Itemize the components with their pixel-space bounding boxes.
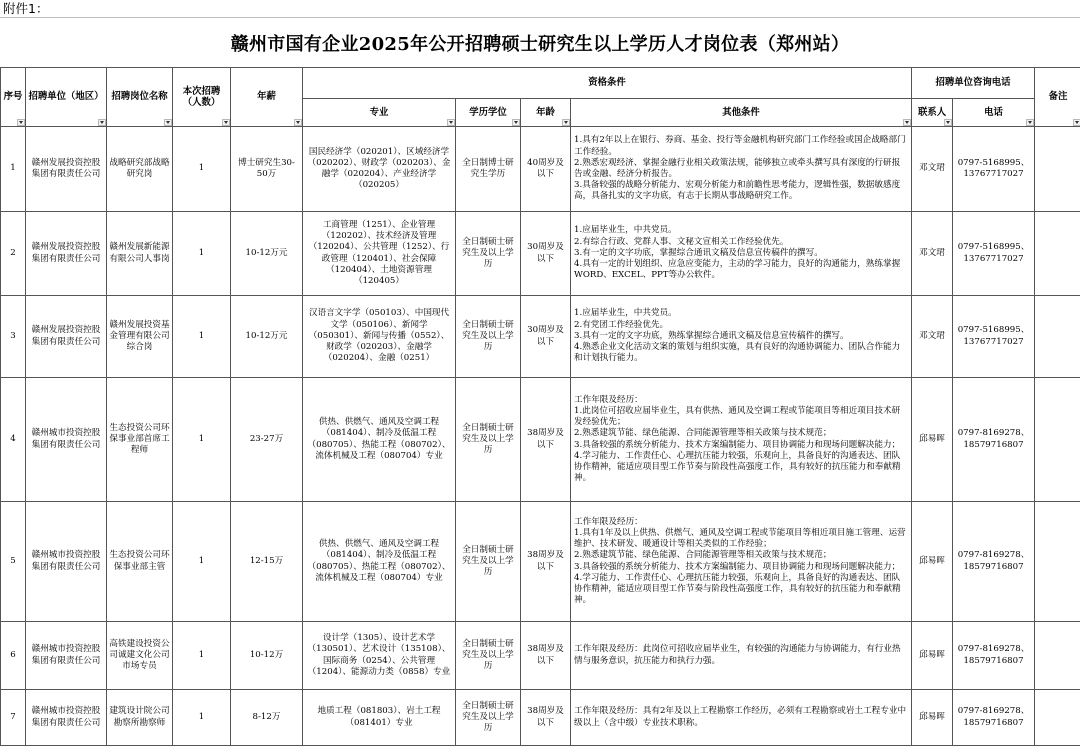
requirement-line: 2.熟悉建筑节能、绿色能源、合同能源管理等相关政策与技术规范； — [574, 428, 908, 439]
cell-degree[interactable] — [456, 212, 521, 296]
cell-major[interactable] — [303, 296, 456, 378]
cell-age-text: 30周岁及以下 — [527, 325, 564, 346]
cell-seq[interactable] — [1, 502, 26, 622]
cell-salary-text: 12-15万 — [250, 556, 283, 566]
cell-contact[interactable] — [912, 296, 953, 378]
cell-remark[interactable] — [1035, 127, 1080, 212]
requirement-line: 4.学习能力、工作责任心、心理抗压能力较强，乐观向上，具备良好的沟通表达、团队协作精神，能适应项目型工作节奏与阶段性高强度工作，具有较好的抗压能力和奉献精神。 — [574, 451, 908, 485]
header-age[interactable]: 年龄 — [521, 99, 571, 127]
cell-position-text: 战略研究部战略研究岗 — [109, 158, 169, 179]
cell-remark[interactable] — [1035, 502, 1080, 622]
requirement-line: 1.具有1年及以上供热、供燃气、通风及空调工程或节能项目等相近项目施工管理、运营维护、技术研发、暖通设计等相关类似的工作经验； — [574, 528, 908, 550]
cell-position-text: 生态投资公司环保事业部主管 — [109, 550, 169, 571]
requirement-line: 3.具备较强的系统分析能力、技术方案编制能力、项目协调能力和现场问题解决能力； — [574, 562, 908, 573]
cell-salary-text: 10-12万 — [250, 650, 283, 660]
table-row — [1, 690, 1080, 746]
cell-contact[interactable] — [912, 622, 953, 690]
cell-phone[interactable] — [953, 127, 1035, 212]
cell-count-text: 1 — [199, 248, 204, 258]
cell-position-text: 生态投资公司环保事业部首席工程师 — [109, 423, 169, 455]
cell-degree-text: 全日制硕士研究生及以上学历 — [462, 237, 514, 269]
filter-dropdown-icon[interactable] — [512, 119, 520, 126]
cell-remark[interactable] — [1035, 622, 1080, 690]
cell-seq-text: 1 — [10, 163, 15, 173]
cell-position[interactable] — [107, 378, 173, 502]
header-remark[interactable]: 备注 — [1035, 68, 1080, 127]
cell-seq-text: 7 — [10, 712, 15, 722]
requirement-line: 1.此岗位可招收应届毕业生，具有供热、通风及空调工程或节能项目等相近项目技术研发经验优先； — [574, 406, 908, 428]
cell-other[interactable] — [571, 296, 912, 378]
cell-major[interactable] — [303, 502, 456, 622]
cell-unit[interactable] — [26, 690, 107, 746]
cell-unit[interactable] — [26, 378, 107, 502]
filter-dropdown-icon[interactable] — [447, 119, 455, 126]
cell-age[interactable] — [521, 296, 571, 378]
cell-contact-text: 邓文珺 — [919, 163, 945, 173]
cell-phone[interactable] — [953, 296, 1035, 378]
cell-age[interactable] — [521, 378, 571, 502]
cell-position-text: 赣州发展新能源有限公司人事岗 — [109, 242, 169, 263]
cell-degree-text: 全日制博士研究生学历 — [462, 158, 514, 179]
cell-unit-text: 赣州城市投资控股集团有限责任公司 — [32, 706, 101, 727]
cell-age-text: 38周岁及以下 — [527, 644, 564, 665]
cell-major[interactable] — [303, 127, 456, 212]
cell-phone-text: 0797-5168995、13767717027 — [958, 242, 1030, 263]
requirement-line: 1.具有2年以上在银行、券商、基金、投行等金融机构研究部门工作经验或国企战略部门工作经验。 — [574, 135, 908, 157]
cell-age-text: 38周岁及以下 — [527, 550, 564, 571]
cell-age[interactable] — [521, 212, 571, 296]
requirement-line: 1.应届毕业生，中共党员。 — [574, 308, 908, 319]
table-row — [1, 296, 1080, 378]
cell-contact[interactable] — [912, 212, 953, 296]
cell-seq[interactable] — [1, 690, 26, 746]
cell-unit[interactable] — [26, 502, 107, 622]
requirement-line: 3.具备较强的战略分析能力、宏观分析能力和前瞻性思考能力，逻辑性强，数据敏感度高，具备扎实的文字功底，有志于长期从事战略研究工作。 — [574, 180, 908, 202]
header-phone[interactable]: 电话 — [953, 99, 1035, 127]
requirement-line: 4.学习能力、工作责任心、心理抗压能力较强，乐观向上，具备良好的沟通表达、团队协作精神，能适应项目型工作节奏与阶段性高强度工作，具有较好的抗压能力和奉献精神。 — [574, 573, 908, 607]
header-other[interactable]: 其他条件 — [571, 99, 912, 127]
table-body — [1, 127, 1080, 746]
cell-major-text: 供热、供燃气、通风及空调工程（081404）、制冷及低温工程（080705）、热能工程（080702）、流体机械及工程（080704）专业 — [308, 539, 451, 583]
positions-table — [0, 67, 1080, 746]
table-row — [1, 378, 1080, 502]
cell-degree[interactable] — [456, 690, 521, 746]
cell-age-text: 38周岁及以下 — [527, 706, 564, 727]
cell-count[interactable] — [173, 296, 231, 378]
requirement-line: 2.有党团工作经验优先。 — [574, 320, 908, 331]
cell-contact-text: 邱易晖 — [919, 434, 945, 444]
cell-other[interactable] — [571, 690, 912, 746]
cell-seq-text: 5 — [10, 556, 15, 566]
requirement-line: 1.应届毕业生，中共党员。 — [574, 225, 908, 236]
cell-salary-text: 博士研究生30-50万 — [238, 158, 295, 179]
header-contact[interactable]: 联系人 — [912, 99, 953, 127]
cell-contact[interactable] — [912, 378, 953, 502]
cell-unit[interactable] — [26, 212, 107, 296]
filter-dropdown-icon[interactable] — [944, 119, 952, 126]
cell-age[interactable] — [521, 502, 571, 622]
cell-position[interactable] — [107, 690, 173, 746]
requirement-line: 3.具有一定的文字功底，熟练掌握综合通讯文稿及信息宣传稿件的撰写。 — [574, 331, 908, 342]
cell-salary-text: 23-27万 — [250, 434, 283, 444]
cell-salary[interactable] — [231, 296, 303, 378]
cell-age[interactable] — [521, 622, 571, 690]
cell-unit-text: 赣州发展投资控股集团有限责任公司 — [32, 242, 101, 263]
cell-phone[interactable] — [953, 502, 1035, 622]
page-title: 赣州市国有企业2025年公开招聘硕士研究生以上学历人才岗位表（郑州站） — [0, 18, 1080, 67]
cell-age[interactable] — [521, 127, 571, 212]
cell-contact-text: 邱易晖 — [919, 712, 945, 722]
cell-major[interactable] — [303, 378, 456, 502]
cell-other[interactable] — [571, 622, 912, 690]
attachment-label: 附件1： — [0, 0, 1080, 18]
cell-degree[interactable] — [456, 502, 521, 622]
cell-count-text: 1 — [199, 163, 204, 173]
cell-contact-text: 邓文珺 — [919, 331, 945, 341]
cell-position[interactable] — [107, 212, 173, 296]
cell-major-text: 地质工程（081803）、岩土工程（081401）专业 — [317, 706, 440, 727]
cell-phone[interactable] — [953, 378, 1035, 502]
cell-age[interactable] — [521, 690, 571, 746]
requirement-line: 工作年限及经历：此岗位可招收应届毕业生，有较强的沟通能力与协调能力，有行业热情与服务意识，抗压能力和执行力强。 — [574, 644, 908, 666]
requirement-line: 3.具备较强的系统分析能力、技术方案编制能力、项目协调能力和现场问题解决能力； — [574, 440, 908, 451]
cell-seq-text: 4 — [10, 434, 15, 444]
requirement-line: 4.熟悉企业文化活动文案的策划与组织实施，具有良好的沟通协调能力、团队合作能力和计划执行能力。 — [574, 342, 908, 364]
cell-age-text: 30周岁及以下 — [527, 242, 564, 263]
cell-count-text: 1 — [199, 434, 204, 444]
cell-salary-text: 10-12万元 — [246, 331, 288, 341]
cell-count[interactable] — [173, 212, 231, 296]
header-major[interactable]: 专业 — [303, 99, 456, 127]
cell-contact[interactable] — [912, 502, 953, 622]
cell-degree[interactable] — [456, 296, 521, 378]
cell-major-text: 国民经济学（020201）、区域经济学（020202）、财政学（020203）、金融学（020204）、产业经济学（020205） — [308, 147, 451, 191]
cell-position-text: 赣州发展投资基金管理有限公司综合岗 — [109, 320, 169, 352]
cell-seq[interactable] — [1, 212, 26, 296]
header-unit[interactable]: 招聘单位（地区） — [26, 68, 107, 127]
cell-degree-text: 全日制硕士研究生及以上学历 — [462, 639, 514, 671]
cell-position-text: 建筑设计院公司勘察所勘察师 — [109, 706, 169, 727]
header-count[interactable]: 本次招聘（人数） — [173, 68, 231, 127]
cell-phone-text: 0797-5168995、13767717027 — [958, 158, 1030, 179]
cell-degree-text: 全日制硕士研究生及以上学历 — [462, 320, 514, 352]
cell-degree[interactable] — [456, 622, 521, 690]
cell-count[interactable] — [173, 127, 231, 212]
cell-phone[interactable] — [953, 212, 1035, 296]
cell-degree[interactable] — [456, 378, 521, 502]
table-row — [1, 127, 1080, 212]
cell-seq[interactable] — [1, 622, 26, 690]
cell-contact[interactable] — [912, 127, 953, 212]
cell-count-text: 1 — [199, 650, 204, 660]
header-contact-group: 招聘单位咨询电话 — [912, 68, 1035, 99]
cell-salary[interactable] — [231, 212, 303, 296]
cell-unit-text: 赣州城市投资控股集团有限责任公司 — [32, 644, 101, 665]
requirement-line: 工作年限及经历： — [574, 395, 908, 406]
cell-count[interactable] — [173, 690, 231, 746]
cell-other[interactable] — [571, 127, 912, 212]
cell-degree[interactable] — [456, 127, 521, 212]
filter-dropdown-icon[interactable] — [903, 119, 911, 126]
header-degree[interactable]: 学历学位 — [456, 99, 521, 127]
cell-unit[interactable] — [26, 622, 107, 690]
cell-phone-text: 0797-8169278、18579716807 — [958, 428, 1030, 449]
cell-other[interactable] — [571, 212, 912, 296]
cell-degree-text: 全日制硕士研究生及以上学历 — [462, 423, 514, 455]
cell-count-text: 1 — [199, 556, 204, 566]
cell-salary[interactable] — [231, 502, 303, 622]
cell-contact-text: 邱易晖 — [919, 556, 945, 566]
filter-dropdown-icon[interactable] — [17, 119, 25, 126]
cell-major-text: 设计学（1305）、设计艺术学（130501）、艺术设计（135108）、国际商务（0254）、公共管理（1204）、能源动力类（0858）专业 — [308, 633, 451, 677]
cell-degree-text: 全日制硕士研究生及以上学历 — [462, 545, 514, 577]
header-salary[interactable]: 年薪 — [231, 68, 303, 127]
table-row — [1, 622, 1080, 690]
cell-count[interactable] — [173, 502, 231, 622]
cell-major-text: 供热、供燃气、通风及空调工程（081404）、制冷及低温工程（080705）、热能工程（080702）、流体机械及工程（080704）专业 — [308, 417, 451, 461]
requirement-line: 4.具有一定的计划组织、应急应变能力，主动的学习能力，良好的沟通能力，熟练掌握WORD、EXCEL、PPT等办公软件。 — [574, 259, 908, 281]
cell-degree-text: 全日制硕士研究生及以上学历 — [462, 701, 514, 733]
cell-remark[interactable] — [1035, 212, 1080, 296]
filter-dropdown-icon[interactable] — [294, 119, 302, 126]
header-seq[interactable]: 序号 — [1, 68, 26, 127]
table-row — [1, 502, 1080, 622]
cell-remark[interactable] — [1035, 378, 1080, 502]
cell-seq-text: 6 — [10, 650, 15, 660]
cell-age-text: 40周岁及以下 — [527, 158, 564, 179]
cell-unit[interactable] — [26, 296, 107, 378]
cell-count[interactable] — [173, 622, 231, 690]
requirement-line: 3.有一定的文字功底，掌握综合通讯文稿及信息宣传稿件的撰写。 — [574, 248, 908, 259]
requirement-line: 2.有综合行政、党群人事、文秘文宣相关工作经验优先。 — [574, 237, 908, 248]
cell-unit-text: 赣州城市投资控股集团有限责任公司 — [32, 428, 101, 449]
cell-salary[interactable] — [231, 690, 303, 746]
cell-seq-text: 2 — [10, 248, 15, 258]
table-row — [1, 212, 1080, 296]
cell-major[interactable] — [303, 212, 456, 296]
filter-dropdown-icon[interactable] — [1026, 119, 1034, 126]
cell-unit-text: 赣州发展投资控股集团有限责任公司 — [32, 158, 101, 179]
requirement-line: 工作年限及经历： — [574, 517, 908, 528]
cell-position[interactable] — [107, 502, 173, 622]
cell-major[interactable] — [303, 622, 456, 690]
cell-unit-text: 赣州城市投资控股集团有限责任公司 — [32, 550, 101, 571]
filter-dropdown-icon[interactable] — [222, 119, 230, 126]
cell-age-text: 38周岁及以下 — [527, 428, 564, 449]
cell-salary-text: 8-12万 — [253, 712, 281, 722]
header-position[interactable]: 招聘岗位名称 — [107, 68, 173, 127]
cell-count-text: 1 — [199, 331, 204, 341]
cell-seq[interactable] — [1, 296, 26, 378]
cell-remark[interactable] — [1035, 690, 1080, 746]
cell-phone[interactable] — [953, 622, 1035, 690]
cell-position-text: 高铁建设投资公司诚建文化公司市场专员 — [109, 639, 169, 671]
filter-dropdown-icon[interactable] — [1073, 119, 1080, 126]
cell-seq-text: 3 — [10, 331, 15, 341]
cell-seq[interactable] — [1, 127, 26, 212]
filter-dropdown-icon[interactable] — [98, 119, 106, 126]
cell-phone-text: 0797-8169278、18579716807 — [958, 550, 1030, 571]
cell-phone-text: 0797-5168995、13767717027 — [958, 325, 1030, 346]
requirement-line: 2.熟悉建筑节能、绿色能源、合同能源管理等相关政策与技术规范； — [574, 550, 908, 561]
requirement-line: 工作年限及经历：具有2年及以上工程勘察工作经历，必须有工程勘察或岩土工程专业中级以上（含中级）专业技术职称。 — [574, 706, 908, 728]
cell-phone-text: 0797-8169278、18579716807 — [958, 644, 1030, 665]
cell-salary[interactable] — [231, 127, 303, 212]
cell-contact[interactable] — [912, 690, 953, 746]
cell-count-text: 1 — [199, 712, 204, 722]
cell-contact-text: 邱易晖 — [919, 650, 945, 660]
cell-phone-text: 0797-8169278、18579716807 — [958, 706, 1030, 727]
cell-position[interactable] — [107, 622, 173, 690]
cell-position[interactable] — [107, 296, 173, 378]
cell-other[interactable] — [571, 502, 912, 622]
filter-dropdown-icon[interactable] — [164, 119, 172, 126]
cell-phone[interactable] — [953, 690, 1035, 746]
cell-salary[interactable] — [231, 622, 303, 690]
cell-other[interactable] — [571, 378, 912, 502]
cell-salary-text: 10-12万元 — [246, 248, 288, 258]
cell-contact-text: 邓文珺 — [919, 248, 945, 258]
cell-unit[interactable] — [26, 127, 107, 212]
cell-unit-text: 赣州发展投资控股集团有限责任公司 — [32, 325, 101, 346]
cell-salary[interactable] — [231, 378, 303, 502]
cell-count[interactable] — [173, 378, 231, 502]
filter-dropdown-icon[interactable] — [562, 119, 570, 126]
cell-remark[interactable] — [1035, 296, 1080, 378]
cell-major-text: 工商管理（1251）、企业管理（120202）、技术经济及管理（120204）、公共管理（1252）、行政管理（120401）、社会保障（120404）、土地资源管理（120405） — [309, 220, 450, 286]
header-qualifications: 资格条件 — [303, 68, 912, 99]
requirement-line: 2.熟悉宏观经济、掌握金融行业相关政策法规，能够独立或牵头撰写具有深度的行研报告或金融、经济分析报告。 — [574, 158, 908, 180]
cell-major[interactable] — [303, 690, 456, 746]
cell-position[interactable] — [107, 127, 173, 212]
cell-major-text: 汉语言文字学（050103）、中国现代文学（050106）、新闻学（050301）、新闻与传播（0552）、财政学（020203）、金融学（020204）、金融（0251） — [309, 308, 450, 363]
cell-seq[interactable] — [1, 378, 26, 502]
